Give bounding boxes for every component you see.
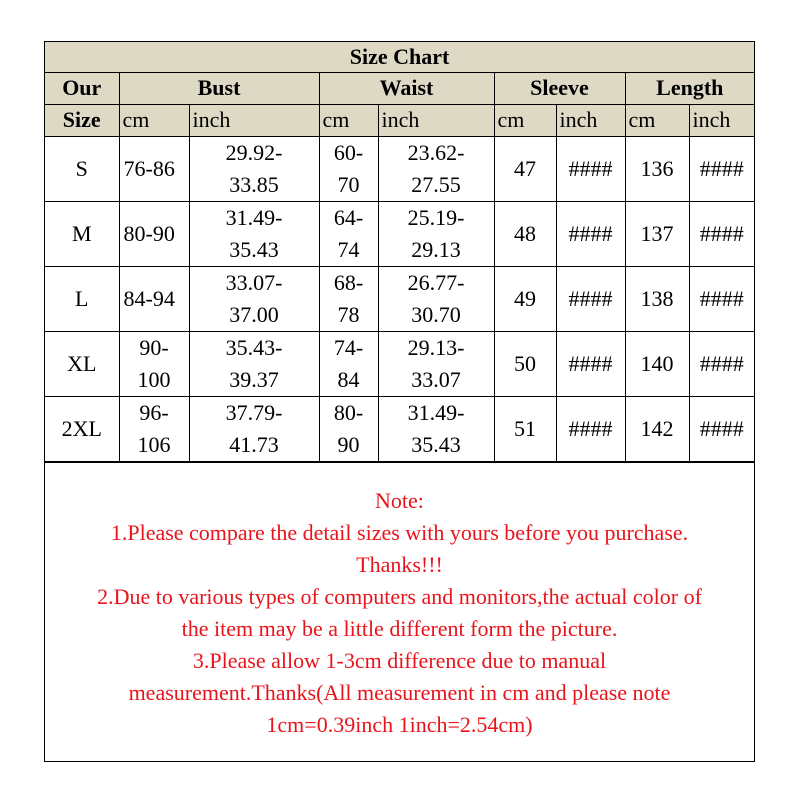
waist-cm-cell-line: 74-: [333, 334, 364, 360]
waist-inch-cell-line: 30.70: [411, 301, 461, 327]
bust-inch-cell: [189, 136, 319, 201]
bust-cm-header: cm: [119, 104, 189, 136]
sleeve-cm-cell: 51: [494, 396, 556, 461]
bust-cm-cell: [119, 331, 189, 396]
chart-title: Size Chart: [45, 42, 754, 72]
note-line: 1cm=0.39inch 1inch=2.54cm): [266, 711, 533, 737]
sleeve-cm-cell: 50: [494, 331, 556, 396]
length-cm-cell: 138: [625, 266, 689, 331]
waist-cm-cell-line: 78: [337, 301, 360, 327]
length-inch-header: inch: [689, 104, 754, 136]
length-cm-cell: 142: [625, 396, 689, 461]
bust-cm-cell: 80-90: [119, 201, 189, 266]
size-cell: XL: [45, 331, 119, 396]
bust-inch-cell-line: 33.85: [229, 171, 279, 197]
waist-cm-cell-line: 64-: [333, 204, 364, 230]
waist-cm-cell: [319, 201, 378, 266]
table-row: [45, 266, 754, 331]
bust-inch-cell-line: 41.73: [229, 431, 279, 457]
length-cm-cell: 137: [625, 201, 689, 266]
bust-inch-cell: [189, 266, 319, 331]
waist-cm-cell-line: 68-: [333, 269, 364, 295]
table-row: [45, 136, 754, 201]
bust-header: Bust: [119, 72, 319, 104]
waist-inch-cell-line: 29.13-: [407, 334, 465, 360]
waist-inch-cell-line: 33.07: [411, 366, 461, 392]
size-header: Size: [45, 104, 119, 136]
waist-inch-cell-line: 27.55: [411, 171, 461, 197]
note-line: 2.Due to various types of computers and monitors,the actual color of: [97, 583, 702, 609]
bust-cm-cell-line: 100: [137, 366, 171, 392]
size-cell: L: [45, 266, 119, 331]
waist-inch-cell-line: 26.77-: [407, 269, 465, 295]
bust-cm-cell: 84-94: [119, 266, 189, 331]
note-line: the item may be a little different form the picture.: [181, 615, 618, 641]
bust-inch-cell: [189, 396, 319, 461]
note-line: 1.Please compare the detail sizes with yours before you purchase.: [110, 519, 689, 545]
waist-inch-header: inch: [378, 104, 494, 136]
bust-inch-cell-line: 33.07-: [225, 269, 283, 295]
waist-inch-cell: [378, 396, 494, 461]
size-cell: S: [45, 136, 119, 201]
waist-header: Waist: [319, 72, 494, 104]
table-row: [45, 396, 754, 461]
length-inch-cell: ####: [689, 136, 754, 201]
size-chart: [44, 41, 755, 762]
waist-inch-cell-line: 25.19-: [407, 204, 465, 230]
bust-inch-cell-line: 37.79-: [225, 399, 283, 425]
note-line: 3.Please allow 1-3cm difference due to manual: [192, 647, 607, 673]
table-row: [45, 331, 754, 396]
waist-cm-cell: [319, 331, 378, 396]
note-heading: Note:: [375, 487, 424, 513]
waist-inch-cell: [378, 331, 494, 396]
bust-cm-cell-line: 106: [137, 431, 171, 457]
waist-inch-cell: [378, 136, 494, 201]
sleeve-inch-cell: ####: [556, 266, 625, 331]
sleeve-inch-cell: ####: [556, 136, 625, 201]
waist-inch-cell-line: 23.62-: [407, 139, 465, 165]
sleeve-cm-header: cm: [494, 104, 556, 136]
waist-cm-cell-line: 84: [337, 366, 360, 392]
waist-cm-cell: [319, 266, 378, 331]
sleeve-inch-cell: ####: [556, 331, 625, 396]
bust-cm-cell-line: 96-: [139, 399, 169, 425]
waist-inch-cell-line: 29.13: [411, 236, 461, 262]
bust-inch-header: inch: [189, 104, 319, 136]
waist-cm-cell: [319, 136, 378, 201]
bust-cm-cell-line: 90-: [139, 334, 169, 360]
our-size-header: Our: [45, 72, 119, 104]
waist-cm-cell-line: 60-: [333, 139, 364, 165]
length-inch-cell: ####: [689, 266, 754, 331]
length-inch-cell: ####: [689, 201, 754, 266]
length-inch-cell: ####: [689, 331, 754, 396]
waist-cm-cell-line: 90: [337, 431, 360, 457]
sleeve-header: Sleeve: [494, 72, 625, 104]
length-cm-cell: 140: [625, 331, 689, 396]
bust-cm-cell: 76-86: [119, 136, 189, 201]
note-line: Thanks!!!: [356, 551, 443, 577]
sleeve-inch-header: inch: [556, 104, 625, 136]
length-inch-cell: ####: [689, 396, 754, 461]
bust-inch-cell-line: 35.43: [229, 236, 279, 262]
sleeve-cm-cell: 47: [494, 136, 556, 201]
waist-cm-cell-line: 70: [337, 171, 360, 197]
waist-inch-cell: [378, 266, 494, 331]
bust-inch-cell-line: 39.37: [229, 366, 279, 392]
bust-inch-cell-line: 29.92-: [225, 139, 283, 165]
bust-inch-cell-line: 37.00: [229, 301, 279, 327]
waist-cm-header: cm: [319, 104, 378, 136]
sleeve-cm-cell: 48: [494, 201, 556, 266]
bust-inch-cell: [189, 331, 319, 396]
waist-cm-cell-line: 80-: [333, 399, 364, 425]
waist-cm-cell-line: 74: [337, 236, 360, 262]
size-cell: M: [45, 201, 119, 266]
note-line: measurement.Thanks(All measurement in cm and please note: [128, 679, 671, 705]
length-cm-header: cm: [625, 104, 689, 136]
length-header: Length: [625, 72, 754, 104]
sleeve-cm-cell: 49: [494, 266, 556, 331]
waist-inch-cell: [378, 201, 494, 266]
bust-inch-cell: [189, 201, 319, 266]
size-table: [45, 42, 754, 462]
waist-inch-cell-line: 35.43: [411, 431, 461, 457]
bust-inch-cell-line: 31.49-: [225, 204, 283, 230]
sleeve-inch-cell: ####: [556, 396, 625, 461]
sleeve-inch-cell: ####: [556, 201, 625, 266]
waist-inch-cell-line: 31.49-: [407, 399, 465, 425]
bust-inch-cell-line: 35.43-: [225, 334, 283, 360]
waist-cm-cell: [319, 396, 378, 461]
length-cm-cell: 136: [625, 136, 689, 201]
notes-section: [45, 462, 754, 761]
size-cell: 2XL: [45, 396, 119, 461]
table-row: [45, 201, 754, 266]
bust-cm-cell: [119, 396, 189, 461]
